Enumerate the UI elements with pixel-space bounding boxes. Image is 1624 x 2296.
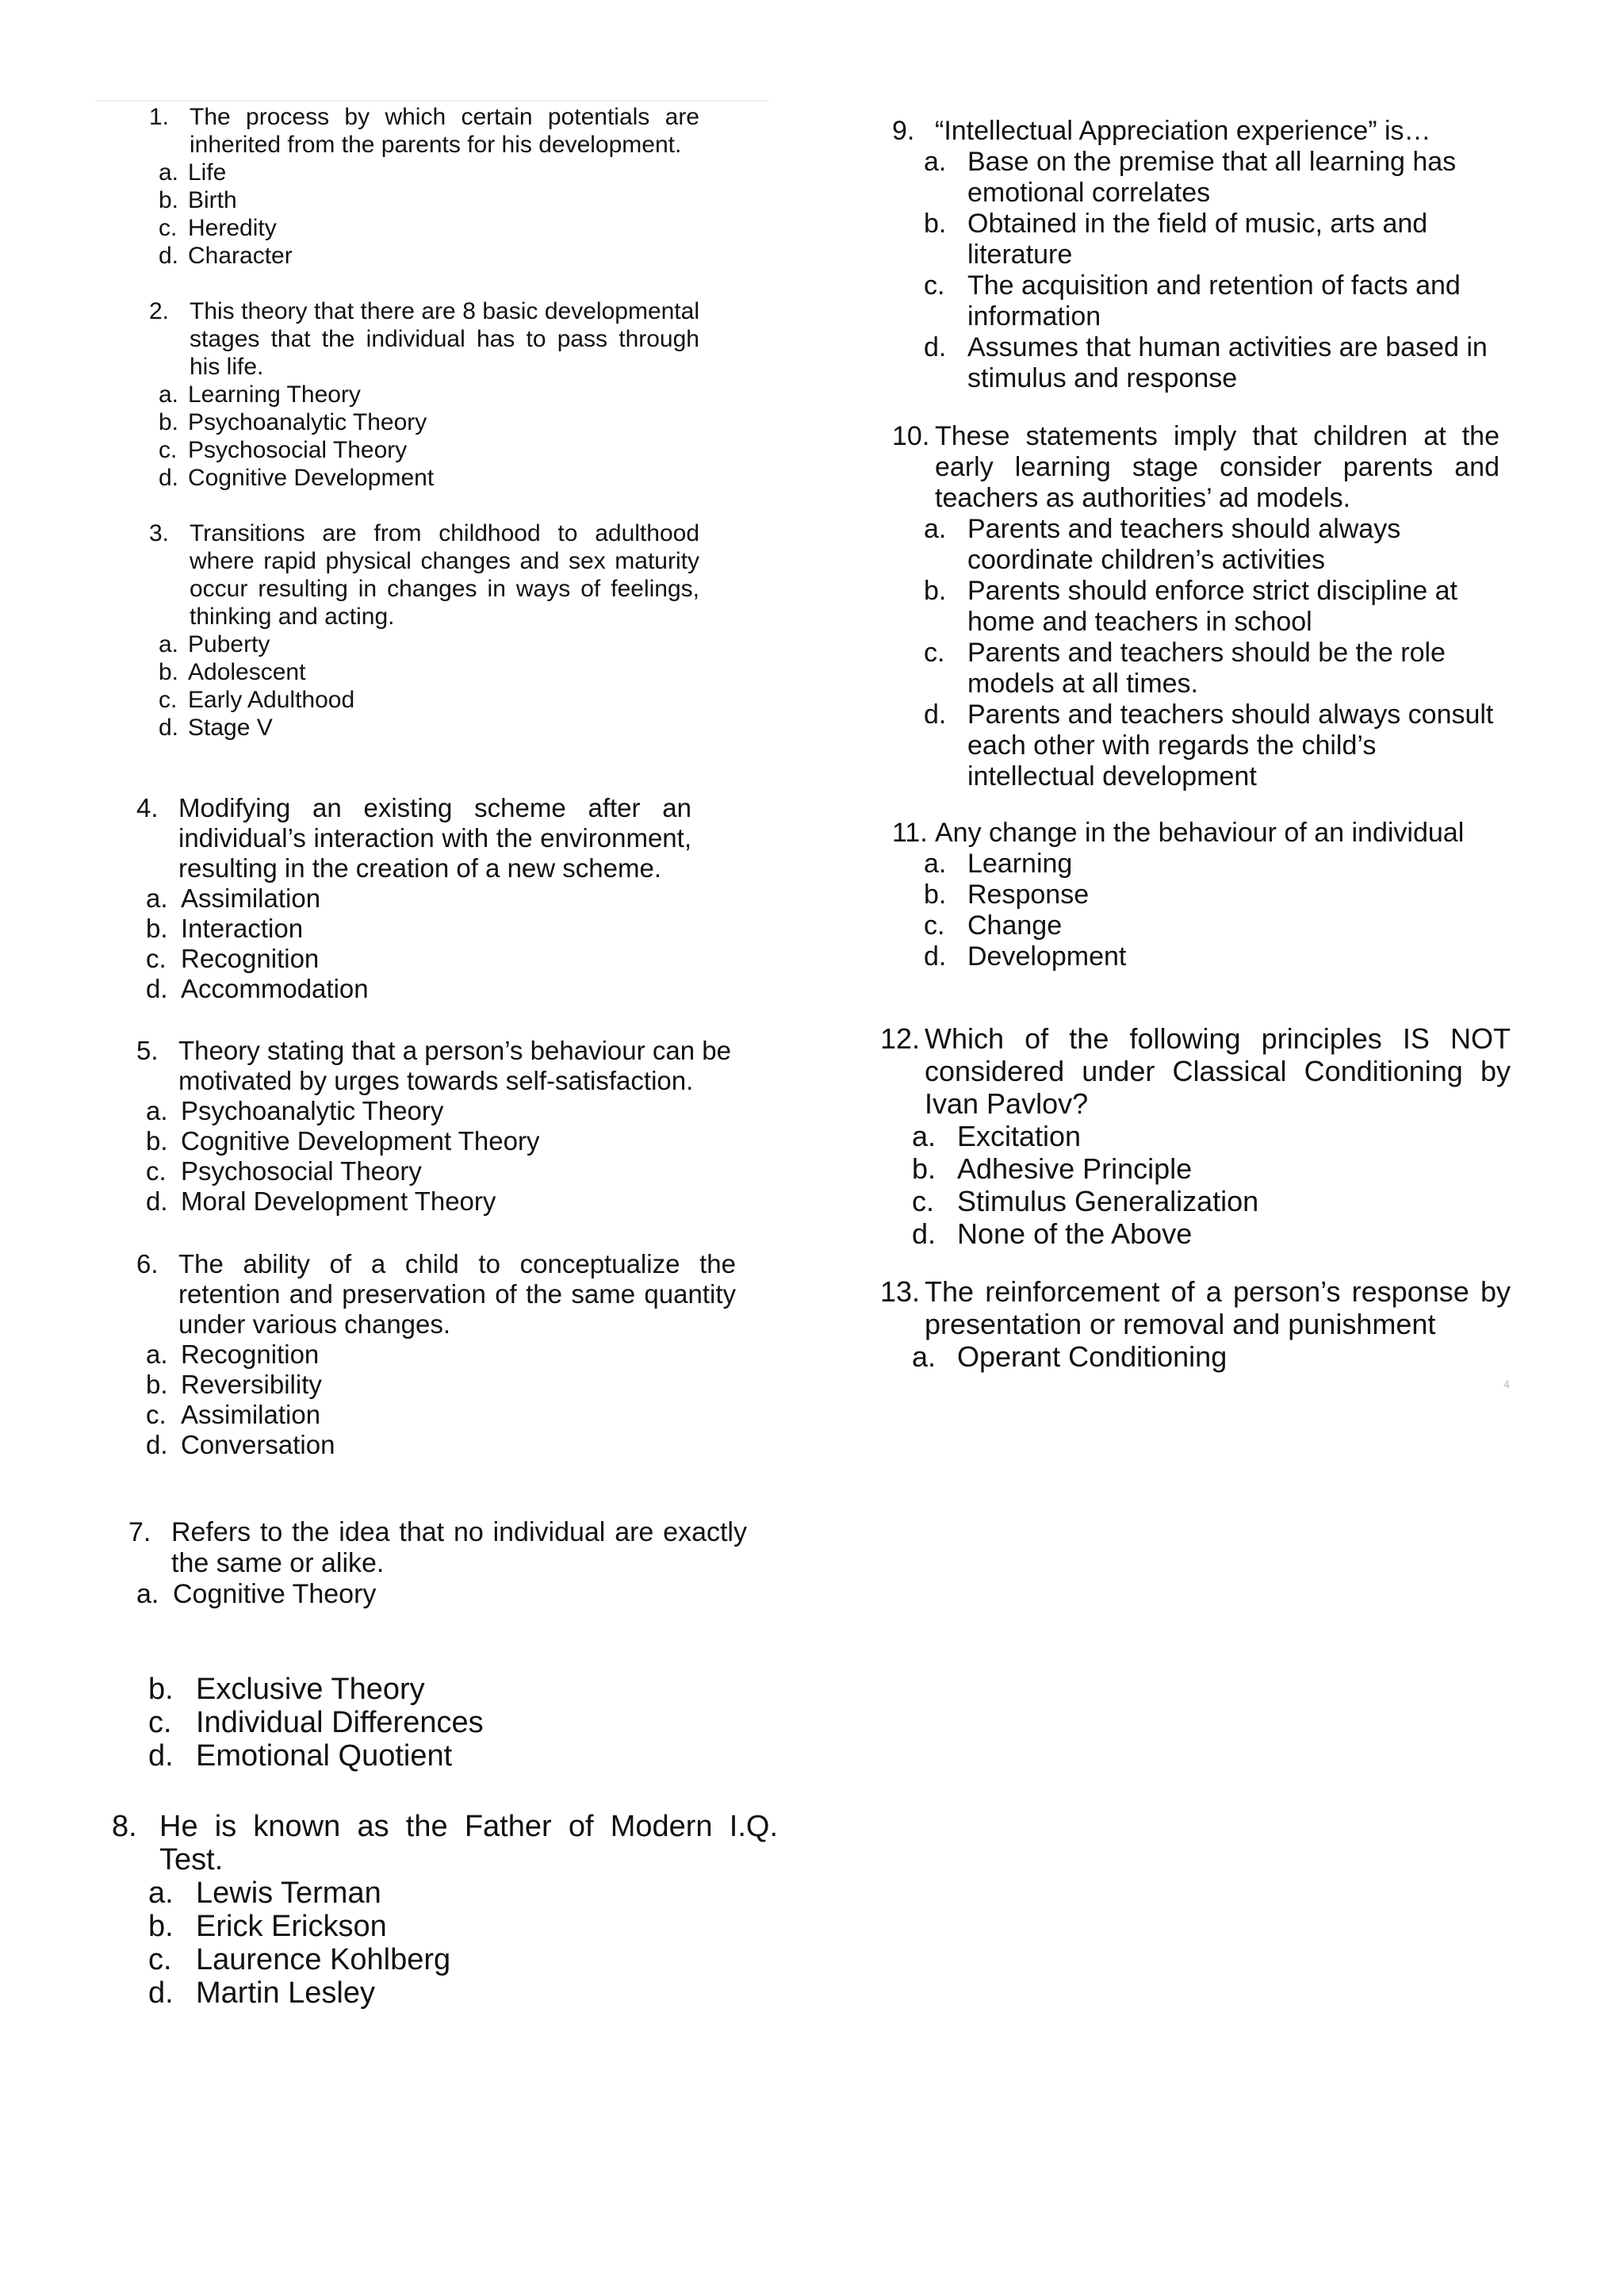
option-letter: d. xyxy=(159,465,179,491)
option-d xyxy=(136,974,691,1004)
option-a xyxy=(149,159,699,186)
option-letter: a. xyxy=(912,1120,936,1152)
option-text: Obtained in the field of music, arts and literature xyxy=(967,209,1428,270)
option-text: Birth xyxy=(188,187,237,213)
option-letter: a. xyxy=(146,884,168,913)
option-letter: b. xyxy=(159,187,179,213)
option-text: The acquisition and retention of facts and information xyxy=(967,270,1461,332)
option-d xyxy=(136,1430,736,1460)
option-text: Change xyxy=(967,910,1063,941)
option-b xyxy=(148,1673,703,1706)
option-letter: a. xyxy=(146,1096,168,1125)
option-text: Life xyxy=(188,159,227,186)
option-letter: a. xyxy=(924,849,947,879)
option-letter: b. xyxy=(912,1152,936,1185)
option-letter: b. xyxy=(148,1910,174,1943)
option-b xyxy=(892,576,1500,638)
option-text: Parents should enforce strict discipline at home and teachers in school xyxy=(967,576,1457,637)
option-b xyxy=(880,1152,1511,1185)
option-b xyxy=(149,186,699,214)
question-number: 6. xyxy=(136,1249,159,1278)
option-text: Parents and teachers should always consult each other with regards the child’s intellectual development xyxy=(967,700,1494,792)
option-c xyxy=(148,1706,703,1739)
option-letter: b. xyxy=(924,576,947,606)
option-c xyxy=(148,1943,778,1976)
option-letter: b. xyxy=(146,1126,168,1156)
option-c xyxy=(136,944,691,974)
option-text: Parents and teachers should be the role models at all times. xyxy=(967,638,1446,699)
option-letter: b. xyxy=(146,914,168,943)
option-letter: d. xyxy=(912,1217,936,1250)
option-letter: c. xyxy=(159,687,178,713)
option-a xyxy=(136,884,691,914)
option-letter: d. xyxy=(146,974,168,1003)
option-b xyxy=(149,408,699,436)
question-text: Which of the following principles IS NOT considered under Classical Conditioning by Ivan Pavlov? xyxy=(925,1022,1511,1120)
question-9 xyxy=(892,116,1500,394)
question-stem xyxy=(136,1036,731,1096)
option-letter: a. xyxy=(146,1340,168,1369)
option-letter: a. xyxy=(924,147,947,177)
option-a xyxy=(880,1120,1511,1152)
option-c xyxy=(880,1185,1511,1217)
question-8 xyxy=(112,1810,778,2010)
option-letter: c. xyxy=(924,910,945,941)
option-text: Psychosocial Theory xyxy=(188,437,408,463)
option-b xyxy=(892,209,1500,270)
option-letter: c. xyxy=(912,1185,935,1217)
question-number: 4. xyxy=(136,793,159,822)
option-text: Stimulus Generalization xyxy=(957,1185,1259,1217)
question-number: 8. xyxy=(112,1810,137,1843)
question-7 xyxy=(128,1517,747,1610)
question-text: Any change in the behaviour of an individual xyxy=(935,818,1465,848)
question-stem xyxy=(112,1810,778,1876)
option-text: None of the Above xyxy=(957,1217,1193,1250)
option-text: Emotional Quotient xyxy=(196,1739,453,1773)
question-5 xyxy=(136,1036,731,1217)
question-text: These statements imply that children at the early learning stage consider parents and teachers as authorities’ ad models. xyxy=(935,421,1500,513)
question-stem xyxy=(128,1517,747,1579)
option-b xyxy=(892,880,1500,910)
option-a xyxy=(892,849,1500,880)
option-letter: d. xyxy=(924,700,947,730)
option-text: Individual Differences xyxy=(196,1706,484,1739)
option-letter: b. xyxy=(924,880,947,910)
option-letter: c. xyxy=(159,437,178,463)
question-text: “Intellectual Appreciation experience” is… xyxy=(935,116,1431,146)
option-text: Response xyxy=(967,880,1090,910)
question-number: 2. xyxy=(149,298,170,324)
option-letter: c. xyxy=(146,944,167,973)
option-letter: c. xyxy=(924,270,945,301)
option-c xyxy=(136,1156,731,1186)
option-text: Erick Erickson xyxy=(196,1910,387,1943)
question-10 xyxy=(892,421,1500,792)
question-2 xyxy=(149,297,699,492)
option-letter: b. xyxy=(159,409,179,435)
option-a xyxy=(149,381,699,408)
question-stem xyxy=(892,818,1500,849)
option-letter: c. xyxy=(924,638,945,668)
option-a xyxy=(892,147,1500,209)
option-text: Heredity xyxy=(188,215,277,241)
option-text: Early Adulthood xyxy=(188,687,355,713)
question-number: 13. xyxy=(880,1275,921,1308)
option-text: Reversibility xyxy=(181,1370,322,1399)
option-c xyxy=(149,686,699,714)
option-d xyxy=(136,1186,731,1217)
option-text: Interaction xyxy=(181,914,304,943)
option-d xyxy=(148,1739,703,1773)
question-stem xyxy=(880,1022,1511,1120)
question-number: 10. xyxy=(892,421,930,451)
option-text: Assimilation xyxy=(181,1400,321,1429)
option-a xyxy=(880,1340,1511,1373)
option-text: Stage V xyxy=(188,715,273,741)
page-mark: 4 xyxy=(1503,1378,1510,1390)
option-c xyxy=(892,638,1500,700)
option-text: Cognitive Theory xyxy=(173,1579,377,1609)
option-letter: c. xyxy=(148,1943,172,1976)
option-text: Assimilation xyxy=(181,884,321,913)
option-text: Psychosocial Theory xyxy=(181,1156,422,1186)
option-text: Recognition xyxy=(181,944,320,973)
option-a xyxy=(149,631,699,658)
option-letter: b. xyxy=(148,1673,174,1706)
option-text: Puberty xyxy=(188,631,270,657)
question-number: 11. xyxy=(892,818,928,848)
question-number: 5. xyxy=(136,1036,159,1065)
question-text: Refers to the idea that no individual are exactly the same or alike. xyxy=(171,1517,747,1578)
question-11 xyxy=(892,818,1500,972)
option-text: Exclusive Theory xyxy=(196,1673,425,1706)
option-letter: d. xyxy=(146,1430,168,1459)
option-letter: a. xyxy=(148,1876,174,1910)
question-text: This theory that there are 8 basic developmental stages that the individual has to pass through his life. xyxy=(190,298,699,380)
option-text: Psychoanalytic Theory xyxy=(188,409,427,435)
option-letter: c. xyxy=(159,215,178,241)
option-text: Moral Development Theory xyxy=(181,1186,496,1216)
question-stem xyxy=(892,116,1500,147)
option-c xyxy=(892,910,1500,941)
question-text: The ability of a child to conceptualize the retention and preservation of the same quantity under various changes. xyxy=(178,1249,736,1339)
question-number: 3. xyxy=(149,520,170,546)
option-letter: b. xyxy=(159,659,179,685)
option-text: Excitation xyxy=(957,1120,1082,1152)
option-letter: a. xyxy=(159,381,179,408)
option-d xyxy=(892,941,1500,972)
option-text: Parents and teachers should always coordinate children’s activities xyxy=(967,514,1401,575)
option-letter: a. xyxy=(924,514,947,544)
question-6 xyxy=(136,1249,736,1460)
option-d xyxy=(149,464,699,492)
option-text: Lewis Terman xyxy=(196,1876,381,1910)
question-stem xyxy=(136,793,691,884)
option-b xyxy=(148,1910,778,1943)
option-b xyxy=(136,914,691,944)
option-d xyxy=(892,332,1500,394)
option-letter: d. xyxy=(924,332,947,362)
option-letter: d. xyxy=(148,1739,174,1773)
option-text: Laurence Kohlberg xyxy=(196,1943,451,1976)
question-number: 12. xyxy=(880,1022,921,1055)
option-d xyxy=(892,700,1500,792)
option-letter: a. xyxy=(159,631,179,657)
question-text: Theory stating that a person’s behaviour can be motivated by urges towards self-satisfaction. xyxy=(178,1036,731,1095)
question-3 xyxy=(149,519,699,742)
option-text: Cognitive Development Theory xyxy=(181,1126,540,1156)
option-text: Accommodation xyxy=(181,974,369,1003)
option-letter: a. xyxy=(136,1579,159,1609)
question-text: Modifying an existing scheme after an individual’s interaction with the environment, resulting in the creation of a new scheme. xyxy=(178,793,691,883)
option-letter: d. xyxy=(159,243,179,269)
question-stem xyxy=(149,103,699,159)
option-a xyxy=(148,1876,778,1910)
option-text: Base on the premise that all learning has emotional correlates xyxy=(967,147,1457,208)
question-1 xyxy=(149,103,699,270)
option-text: Recognition xyxy=(181,1340,320,1369)
question-12 xyxy=(880,1022,1511,1250)
option-letter: a. xyxy=(912,1340,936,1373)
top-divider xyxy=(95,100,769,102)
option-text: Operant Conditioning xyxy=(957,1340,1228,1373)
question-stem xyxy=(136,1249,736,1340)
option-text: Adhesive Principle xyxy=(957,1152,1193,1185)
option-text: Psychoanalytic Theory xyxy=(181,1096,444,1125)
option-text: Assumes that human activities are based in stimulus and response xyxy=(967,332,1488,393)
option-letter: d. xyxy=(159,715,179,741)
option-d xyxy=(149,242,699,270)
option-letter: c. xyxy=(146,1156,167,1186)
option-b xyxy=(149,658,699,686)
option-c xyxy=(892,270,1500,332)
option-letter: b. xyxy=(924,209,947,239)
option-letter: d. xyxy=(148,1976,174,2010)
option-c xyxy=(149,214,699,242)
question-text: The reinforcement of a person’s response by presentation or removal and punishment xyxy=(925,1275,1511,1340)
option-c xyxy=(136,1400,736,1430)
question-number: 1. xyxy=(149,104,170,130)
question-13 xyxy=(880,1275,1511,1373)
question-stem xyxy=(149,519,699,631)
option-a xyxy=(136,1096,731,1126)
option-text: Development xyxy=(967,941,1127,972)
option-text: Character xyxy=(188,243,293,269)
question-number: 7. xyxy=(128,1517,151,1547)
option-d xyxy=(148,1976,778,2010)
question-stem xyxy=(892,421,1500,514)
option-letter: c. xyxy=(146,1400,167,1429)
option-letter: a. xyxy=(159,159,179,186)
question-text: The process by which certain potentials are inherited from the parents for his development. xyxy=(190,104,699,158)
option-d xyxy=(149,714,699,742)
option-c xyxy=(149,436,699,464)
option-b xyxy=(136,1126,731,1156)
option-letter: d. xyxy=(146,1186,168,1216)
option-a xyxy=(128,1579,747,1610)
question-7-continued xyxy=(148,1673,703,1773)
option-text: Conversation xyxy=(181,1430,335,1459)
option-text: Learning Theory xyxy=(188,381,361,408)
option-d xyxy=(880,1217,1511,1250)
option-letter: b. xyxy=(146,1370,168,1399)
option-b xyxy=(136,1370,736,1400)
option-text: Adolescent xyxy=(188,659,306,685)
option-letter: d. xyxy=(924,941,947,972)
question-text: He is known as the Father of Modern I.Q. Test. xyxy=(159,1810,778,1876)
option-letter: c. xyxy=(148,1706,172,1739)
question-stem xyxy=(880,1275,1511,1340)
option-a xyxy=(892,514,1500,576)
option-text: Martin Lesley xyxy=(196,1976,375,2010)
option-text: Cognitive Development xyxy=(188,465,435,491)
question-text: Transitions are from childhood to adulthood where rapid physical changes and sex maturity occur resulting in changes in ways of feelings, thinking and acting. xyxy=(190,520,699,630)
option-a xyxy=(136,1340,736,1370)
question-4 xyxy=(136,793,691,1004)
question-stem xyxy=(149,297,699,381)
option-text: Learning xyxy=(967,849,1073,879)
question-number: 9. xyxy=(892,116,915,146)
